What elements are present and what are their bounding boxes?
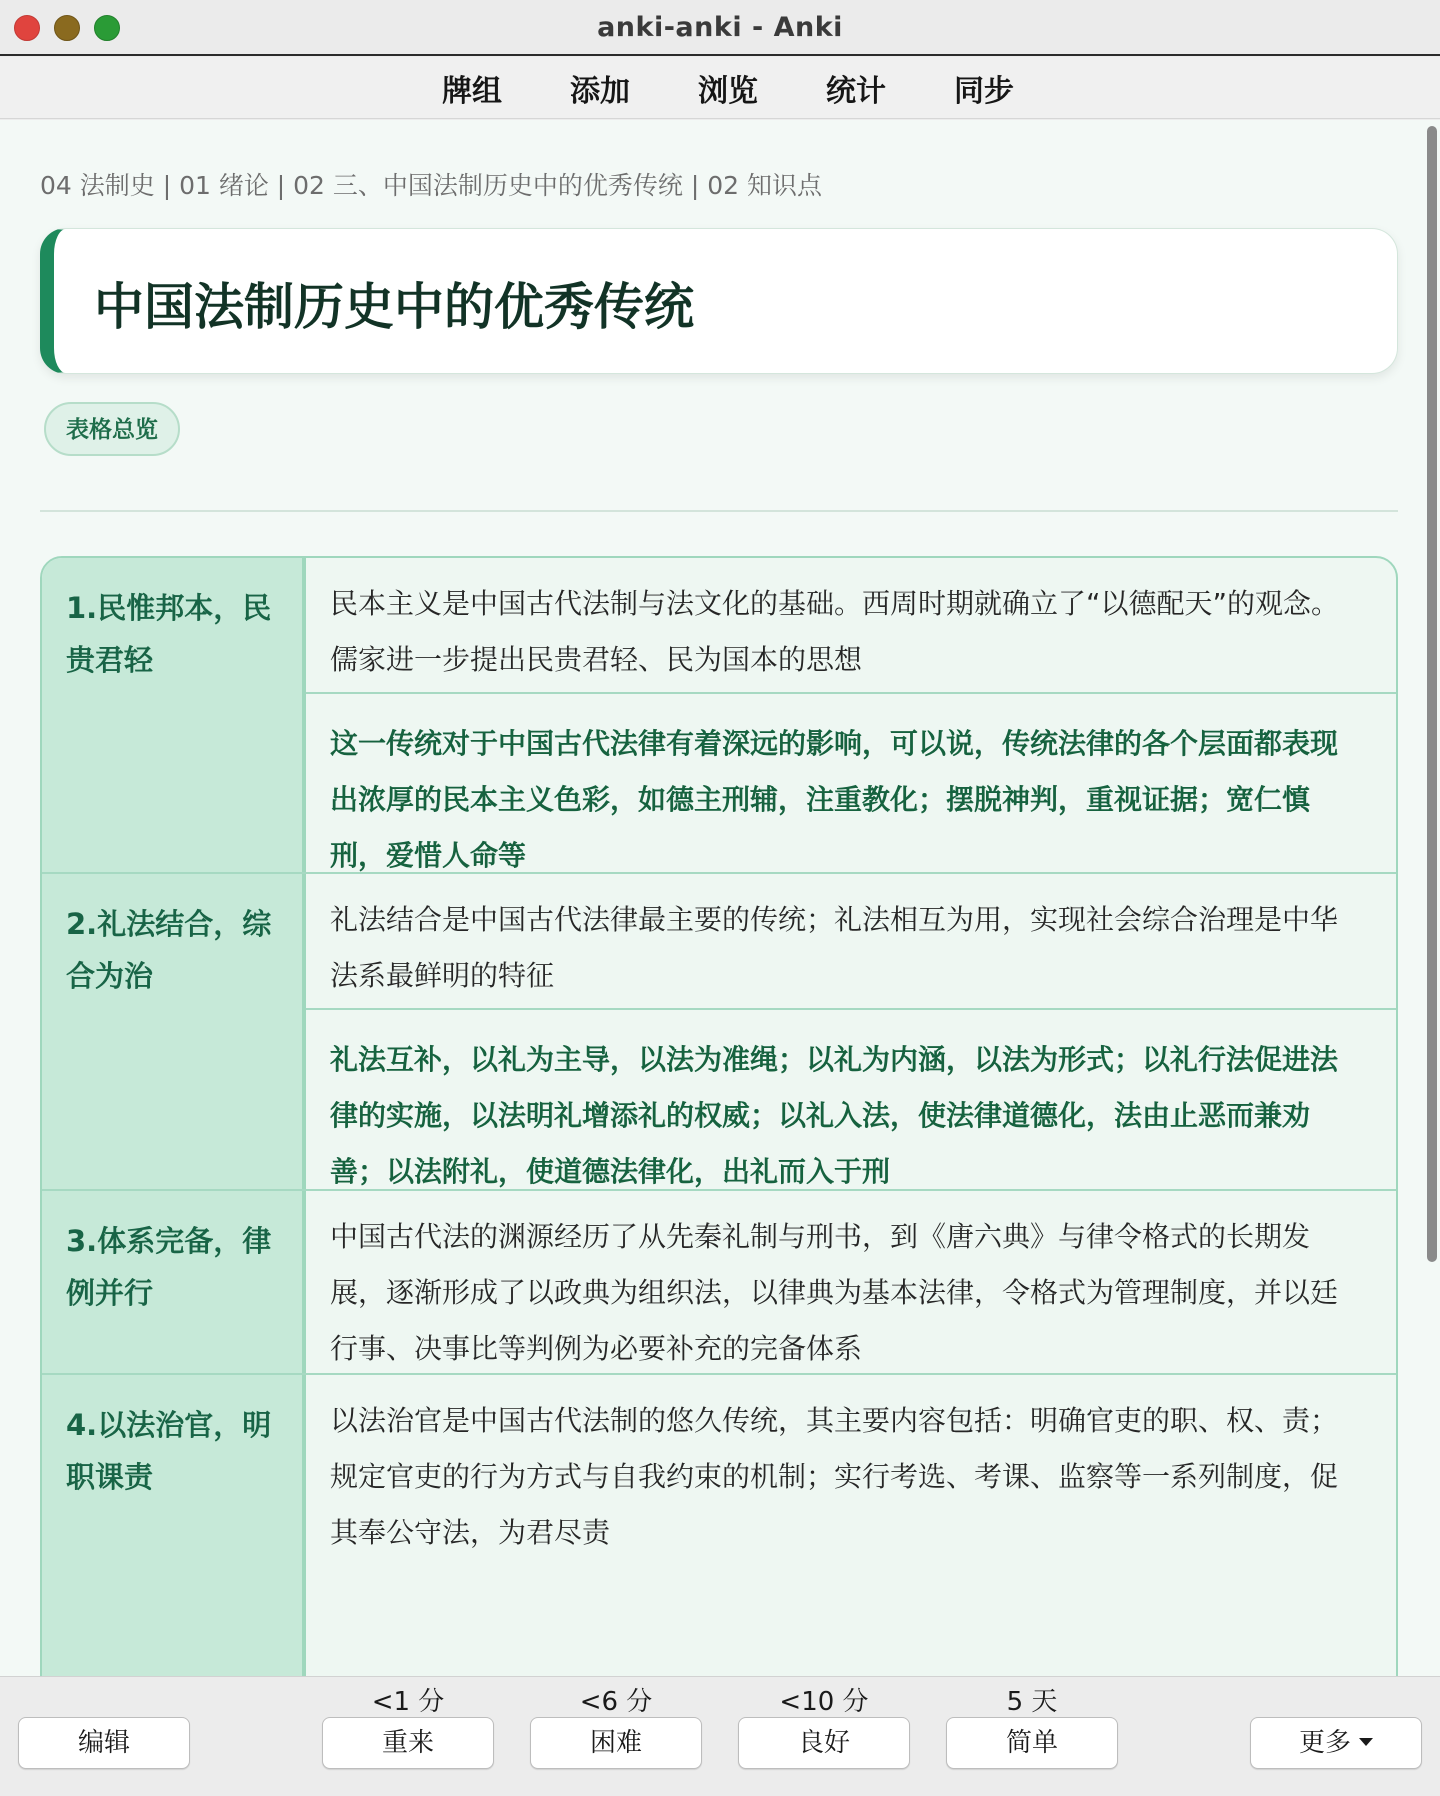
table-row	[42, 874, 1398, 1191]
title-card	[40, 228, 1398, 374]
more-label: 更多	[1298, 1728, 1351, 1758]
row-text: 以法治官是中国古代法制的悠久传统，其主要内容包括：明确官吏的职、权、责；规定官吏的行为方式与自我约束的机制；实行考选、考课、监察等一系列制度，促其奉公守法，为君尽责	[330, 1404, 1339, 1549]
row-heading: 4.以法治官，明职课责	[42, 1375, 306, 1676]
toolbar-decks[interactable]: 牌组	[442, 73, 502, 109]
caret-down-icon	[1359, 1738, 1373, 1746]
title-bar	[0, 0, 1440, 56]
good-interval: <10 分	[779, 1687, 869, 1717]
knowledge-table	[40, 556, 1398, 1676]
more-button[interactable]	[1250, 1717, 1422, 1769]
tag-badge: 表格总览	[44, 402, 180, 456]
easy-button[interactable]: 简单	[946, 1717, 1118, 1769]
again-button[interactable]: 重来	[322, 1717, 494, 1769]
table-row	[42, 1375, 1398, 1676]
vertical-scrollbar[interactable]	[1424, 120, 1440, 1676]
row-text: 民本主义是中国古代法制与法文化的基础。西周时期就确立了“以德配天”的观念。儒家进一步提出民贵君轻、民为国本的思想	[330, 587, 1340, 676]
answer-bar	[0, 1676, 1440, 1796]
row-heading: 2.礼法结合，综合为治	[42, 874, 306, 1189]
hard-interval: <6 分	[579, 1687, 653, 1717]
window-title: anki-anki - Anki	[597, 12, 843, 43]
card-view	[0, 120, 1424, 1676]
scroll-thumb[interactable]	[1427, 126, 1437, 1262]
table-row	[42, 1191, 1398, 1375]
row-highlight: 这一传统对于中国古代法律有着深远的影响，可以说，传统法律的各个层面都表现出浓厚的民本主义色彩，如德主刑辅，注重教化；摆脱神判，重视证据；宽仁慎刑，爱惜人命等	[306, 692, 1398, 874]
toolbar-browse[interactable]: 浏览	[698, 73, 758, 109]
toolbar-add[interactable]: 添加	[570, 73, 630, 109]
main-toolbar	[0, 57, 1440, 119]
good-button[interactable]: 良好	[738, 1717, 910, 1769]
edit-button[interactable]: 编辑	[18, 1717, 190, 1769]
row-highlight: 礼法互补，以礼为主导，以法为准绳；以礼为内涵，以法为形式；以礼行法促进法律的实施，以法明礼增添礼的权威；以礼入法，使法律道德化，法由止恶而兼劝善；以法附礼，使道德法律化，出礼而入于刑	[306, 1008, 1398, 1191]
row-text: 礼法结合是中国古代法律最主要的传统；礼法相互为用，实现社会综合治理是中华法系最鲜明的特征	[330, 903, 1339, 992]
divider	[40, 510, 1398, 512]
row-text: 中国古代法的渊源经历了从先秦礼制与刑书，到《唐六典》与律令格式的长期发展，逐渐形成了以政典为组织法，以律典为基本法律，令格式为管理制度，并以廷行事、决事比等判例为必要补充的完备体系	[330, 1220, 1339, 1365]
card-title: 中国法制历史中的优秀传统	[94, 278, 694, 336]
toolbar-sync[interactable]: 同步	[954, 73, 1014, 109]
table-row	[42, 558, 1398, 874]
toolbar-stats[interactable]: 统计	[826, 73, 886, 109]
again-interval: <1 分	[371, 1687, 445, 1717]
row-heading: 3.体系完备，律例并行	[42, 1191, 306, 1373]
hard-button[interactable]: 困难	[530, 1717, 702, 1769]
breadcrumb: 04 法制史 | 01 绪论 | 02 三、中国法制历史中的优秀传统 | 02 知识点	[40, 171, 822, 200]
easy-interval: 5 天	[1006, 1687, 1058, 1717]
row-heading: 1.民惟邦本，民贵君轻	[42, 558, 306, 872]
